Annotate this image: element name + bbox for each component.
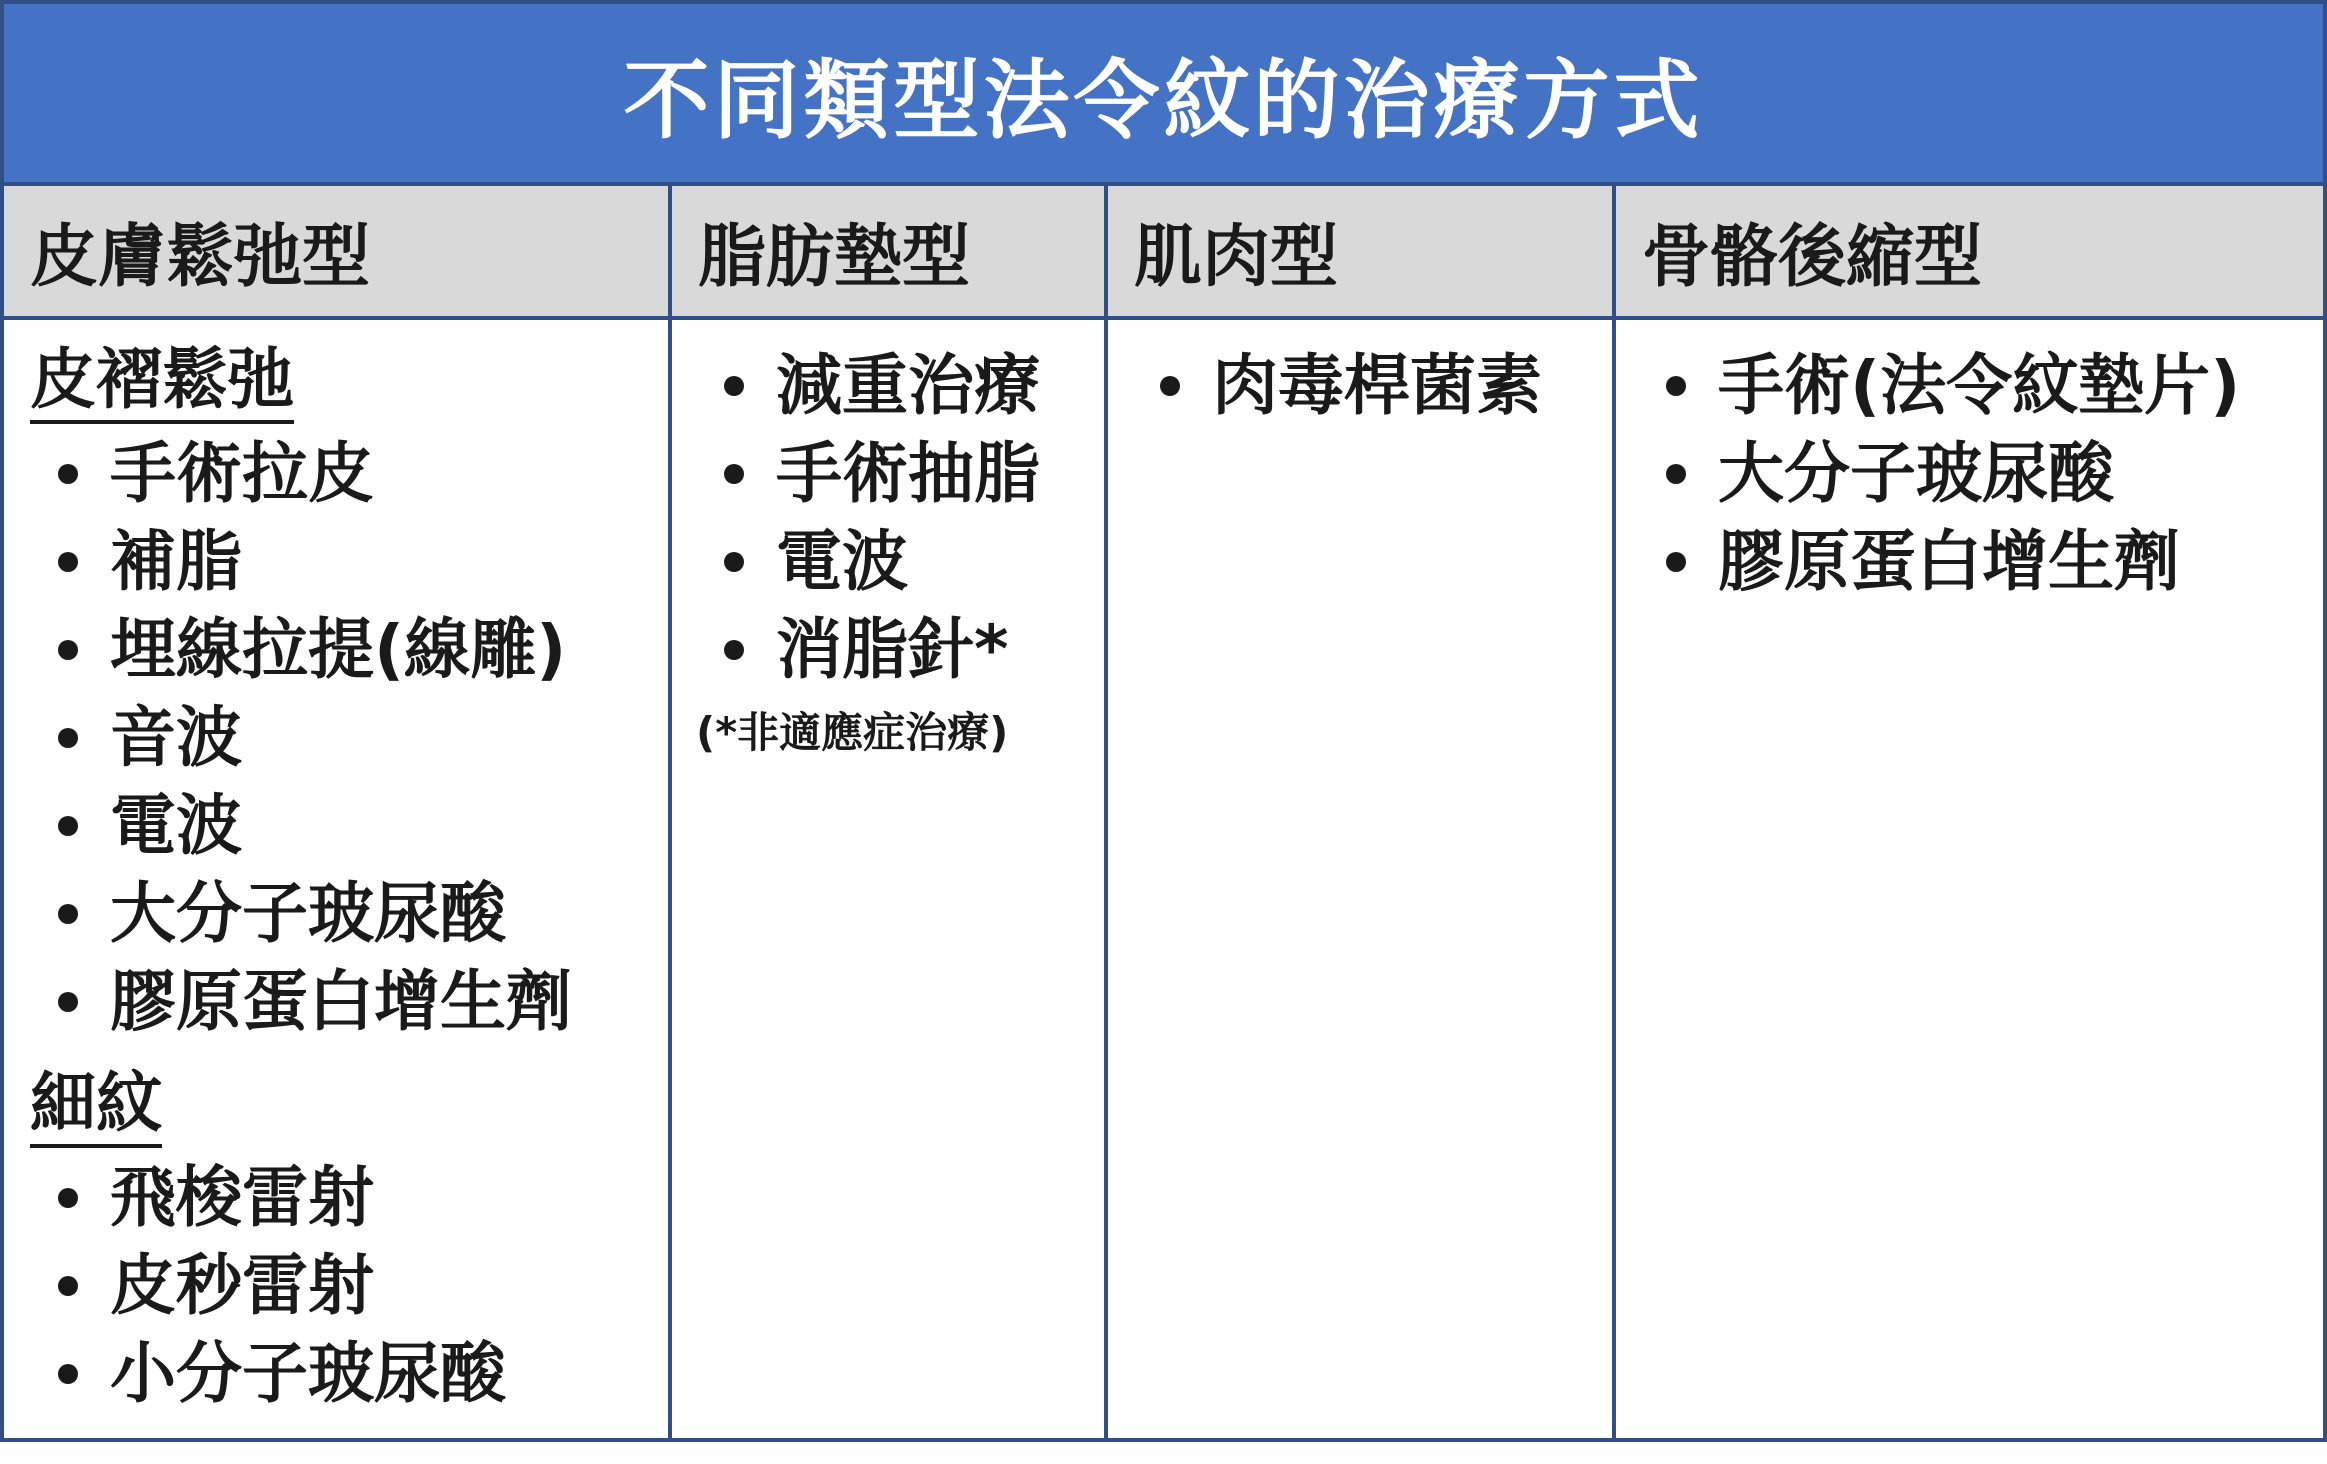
list-item: 電波 <box>4 782 668 870</box>
section-title-skin-fold: 皮褶鬆弛 <box>30 342 294 424</box>
list-item: 小分子玻尿酸 <box>4 1330 668 1418</box>
list-item: 大分子玻尿酸 <box>4 870 668 958</box>
table-title: 不同類型法令紋的治療方式 <box>4 4 2323 186</box>
list-fine-lines <box>4 1154 668 1418</box>
list-item: 音波 <box>4 694 668 782</box>
list-item: 電波 <box>672 518 1104 606</box>
header-skin-laxity: 皮膚鬆弛型 <box>4 186 672 316</box>
header-fat-pad: 脂肪墊型 <box>672 186 1108 316</box>
list-item: 手術(法令紋墊片) <box>1616 342 2323 430</box>
list-bone-retraction <box>1616 342 2323 606</box>
list-item: 消脂針* <box>672 606 1104 694</box>
list-skin-fold <box>4 430 668 1046</box>
list-fat-pad <box>672 342 1104 694</box>
list-item: 肉毒桿菌素 <box>1108 342 1612 430</box>
header-muscle: 肌肉型 <box>1108 186 1616 316</box>
list-item: 手術拉皮 <box>4 430 668 518</box>
cell-muscle <box>1108 320 1616 1438</box>
list-item: 手術抽脂 <box>672 430 1104 518</box>
list-muscle <box>1108 342 1612 430</box>
body-row <box>4 320 2323 1438</box>
list-item: 大分子玻尿酸 <box>1616 430 2323 518</box>
cell-fat-pad <box>672 320 1108 1438</box>
list-item: 膠原蛋白增生劑 <box>1616 518 2323 606</box>
list-item: 飛梭雷射 <box>4 1154 668 1242</box>
cell-bone-retraction <box>1616 320 2323 1438</box>
footnote: (*非適應症治療) <box>696 708 1009 757</box>
list-item: 補脂 <box>4 518 668 606</box>
cell-skin-laxity <box>4 320 672 1438</box>
section-title-fine-lines: 細紋 <box>30 1066 162 1148</box>
list-item: 埋線拉提(線雕) <box>4 606 668 694</box>
header-bone-retraction: 骨骼後縮型 <box>1642 217 1983 297</box>
list-item: 減重治療 <box>672 342 1104 430</box>
list-item: 皮秒雷射 <box>4 1242 668 1330</box>
header-row <box>4 186 2323 320</box>
list-item: 膠原蛋白增生劑 <box>4 958 668 1046</box>
